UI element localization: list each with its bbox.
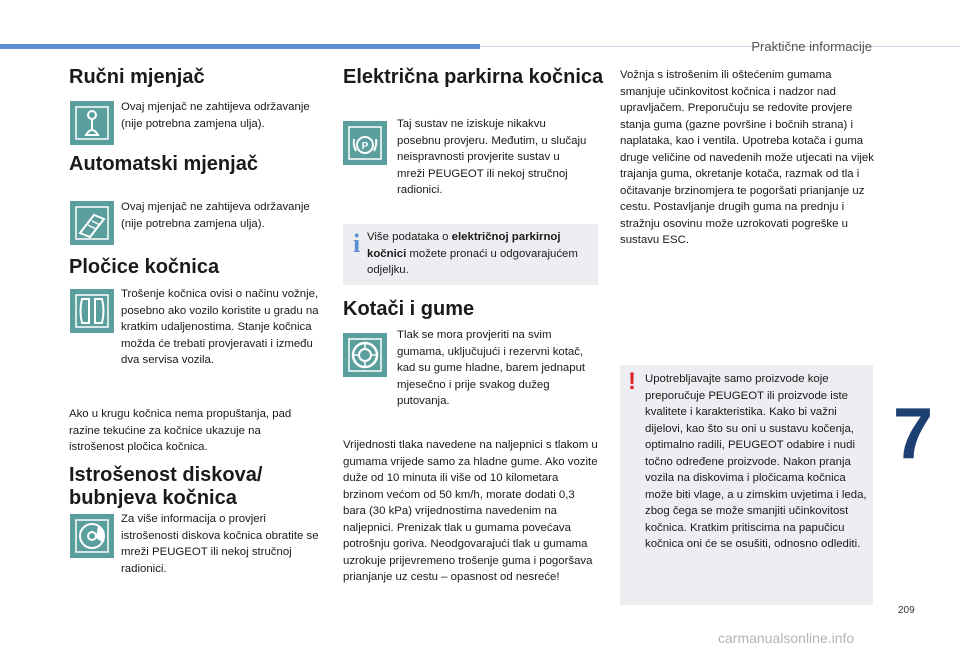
warning-icon: ! [628, 368, 636, 395]
automatic-gearbox-icon [70, 201, 114, 245]
watermark: carmanualsonline.info [718, 630, 855, 646]
svg-text:P: P [361, 141, 369, 152]
brake-pads-text: Trošenje kočnica ovisi o načinu vožnje, posebno ako vozilo koristite u gradu na kratkim udaljenostima. Stanje kočnica možda će trebati provjeravati i između dva servisa vozila. [121, 288, 319, 366]
disc-wear-heading-line1: Istrošenost diskova/ [69, 464, 263, 486]
tyres-wear-text: Vožnja s istrošenim ili oštećenim gumama smanjuje učinkovitost kočnica i nadzor nad upravljačem. Preporučuju se redovite provjere stanja guma (gazne površine i bočnih strana) i naplataka, kao i ventila. Upotreba kotača i guma druge veličine od navedenih može utjecati na vijek trajanja guma, okretanje kotača, razmak od tla i očitavanje brzinomjera te pogoršati prianjanje uz cestu. Postavljanje drugih guma na prednju i stražnju osovinu može uzrokovati pogreške u sustavu ESC. [620, 69, 874, 246]
parking-brake-info-text [367, 229, 592, 279]
chapter-number: 7 [893, 394, 934, 474]
wheel-icon [343, 333, 387, 377]
brake-pads-heading: Pločice kočnica [69, 256, 220, 278]
wheels-tyres-text: Tlak se mora provjeriti na svim gumama, uključujući i rezervni kotač, kad su gume hladne, barem jednaput mjesečno i prije svakog dužeg putovanja. [397, 329, 586, 407]
disc-wear-text: Za više informacija o provjeri istrošenosti diskova kočnica obratite se mreži PEUGEOT ili nekoj stručnoj radionici. [121, 513, 319, 575]
brake-disc-icon [70, 514, 114, 558]
disc-wear-heading-line2: bubnjeva kočnica [69, 487, 237, 509]
page-number: 209 [898, 605, 915, 616]
parking-brake-heading: Električna parkirna kočnica [343, 66, 604, 88]
parking-brake-text: Taj sustav ne iziskuje nikakvu posebnu provjeru. Međutim, u slučaju neispravnosti provjerite sustav u mreži PEUGEOT ili nekoj stručnoj radionici. [397, 118, 587, 196]
header-line [480, 46, 960, 47]
info-bold: električnoj parkirnoj kočnici [367, 231, 561, 260]
info-icon: i [353, 229, 361, 258]
warning-note [620, 365, 873, 605]
automatic-gearbox-text: Ovaj mjenjač ne zahtijeva održavanje (nije potrebna zamjena ulja). [121, 201, 310, 230]
brake-pads-extra: Ako u krugu kočnica nema propuštanja, pad razine tekućine za kočnice ukazuje na istrošenost pločica kočnica. [69, 408, 292, 453]
manual-gearbox-icon [70, 101, 114, 145]
warning-text: Upotrebljavajte samo proizvode koje preporučuje PEUGEOT ili proizvode iste kvalitete i karakteristika. Kako bi važni dijelovi, kao što su oni u sustavu kočenja, optimalno radili, PEUGEOT odabire i nudi točno određene proizvode. Nakon pranja vozila na diskovima i pločicama kočnica može biti vlage, a u zimskim uvjetima i leda, zbog čega se može smanjiti učinkovitost kočnica. Kratkim pritiscima na papučicu kočnica oni će se osušiti, odnosno odlediti. [645, 373, 867, 550]
wheels-tyres-body: Vrijednosti tlaka navedene na naljepnici s tlakom u gumama vrijede samo za hladne gume. Ako vozite duže od 10 minuta ili više od 10 kilometara brzinom većom od 50 km/h, morate dodati 0,3 bara (30 kPa) vrijednostima navedenim na naljepnici. Prenizak tlak u gumama povećava potrošnju goriva. Neodgovarajući tlak u gumama uzrokuje prijevremeno trošenje guma i pogoršava prianjanje uz cestu – opasnost od nesreće! [343, 439, 598, 583]
info-suffix: možete pronaći u odgovarajućem odjeljku. [367, 247, 578, 276]
parking-brake-icon [343, 121, 387, 165]
brake-pads-icon [70, 289, 114, 333]
manual-gearbox-text: Ovaj mjenjač ne zahtijeva održavanje (nije potrebna zamjena ulja). [121, 101, 310, 130]
disc-wear-heading [69, 464, 262, 510]
parking-brake-info-note [343, 224, 598, 285]
header-bar [0, 44, 480, 49]
manual-gearbox-heading: Ručni mjenjač [69, 66, 205, 88]
section-title: Praktične informacije [751, 39, 872, 54]
info-prefix: Više podataka o [367, 231, 452, 243]
automatic-gearbox-heading: Automatski mjenjač [69, 153, 258, 175]
wheels-tyres-heading: Kotači i gume [343, 298, 475, 320]
